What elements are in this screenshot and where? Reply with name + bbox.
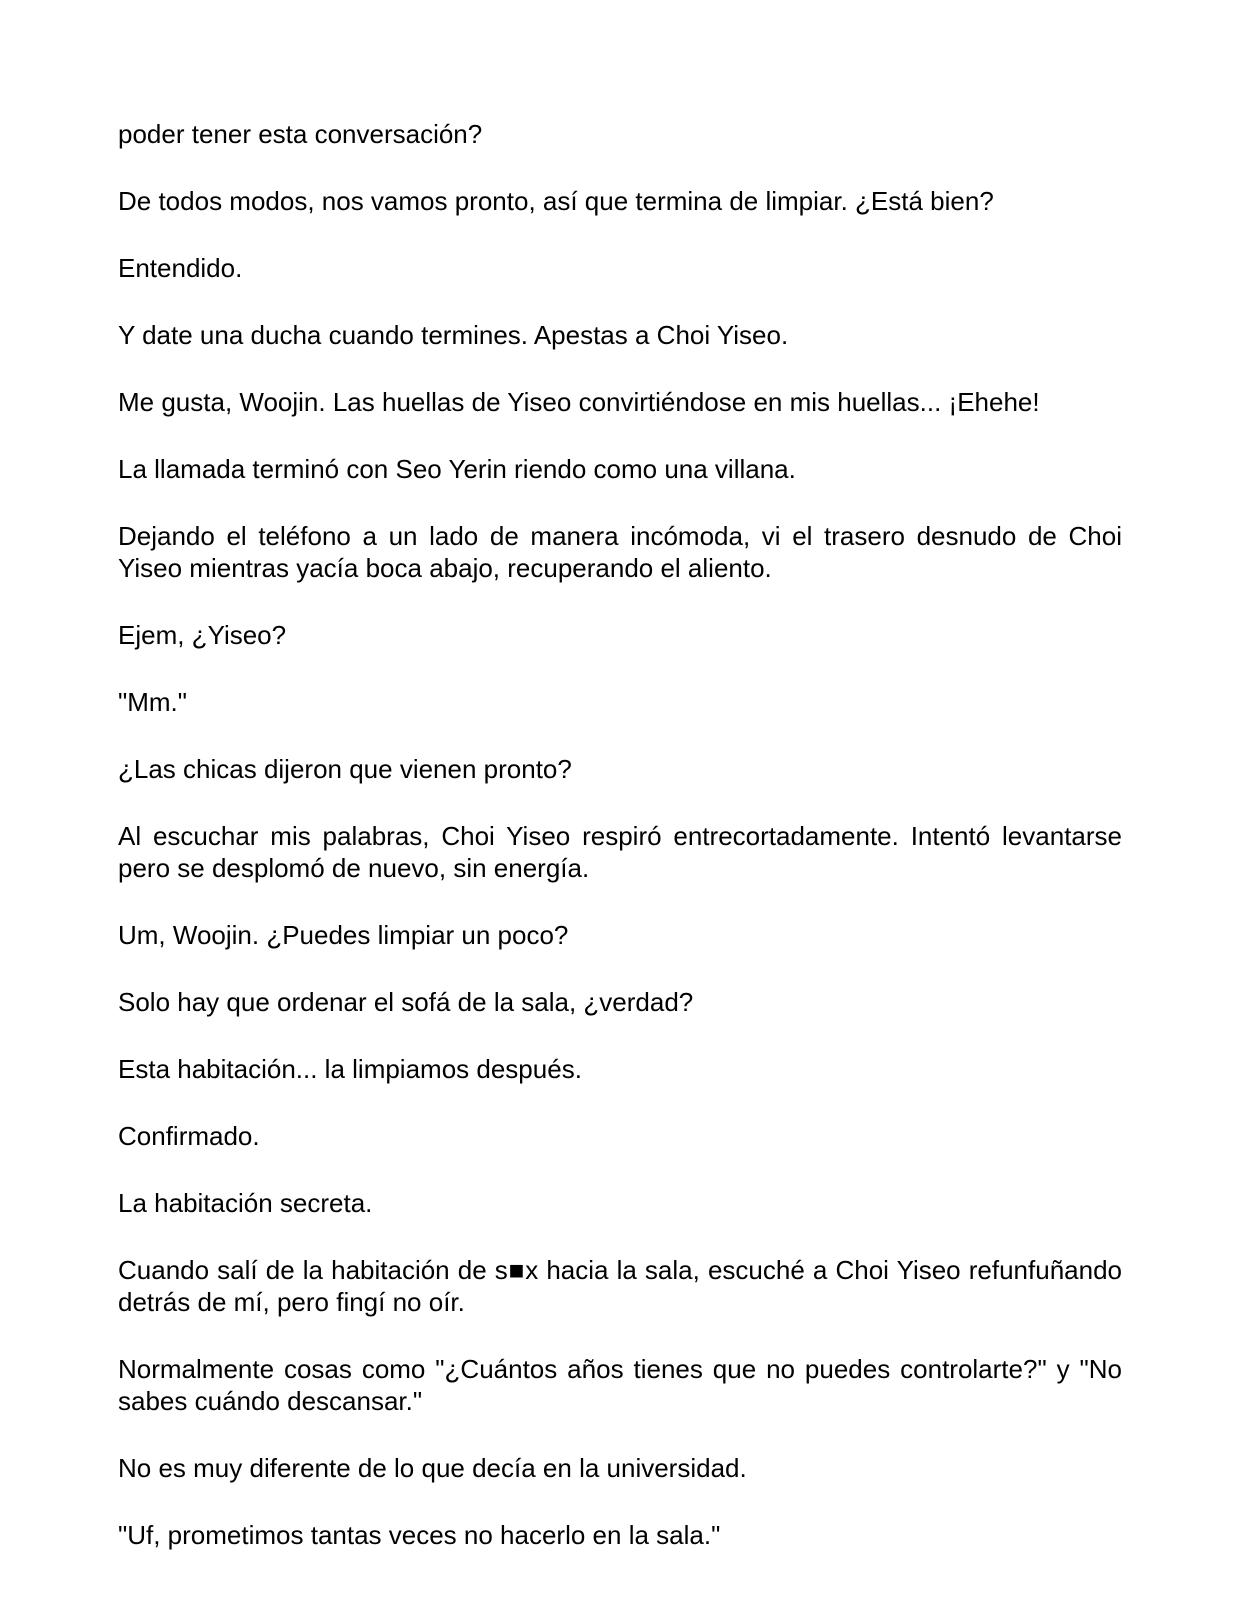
paragraph: La llamada terminó con Seo Yerin riendo como una villana. [118,454,796,484]
paragraph: Esta habitación... la limpiamos después. [118,1054,582,1084]
paragraph: Me gusta, Woojin. Las huellas de Yiseo convirtiéndose en mis huellas... ¡Ehehe! [118,387,1040,417]
paragraph: Um, Woojin. ¿Puedes limpiar un poco? [118,920,569,950]
paragraph: Y date una ducha cuando termines. Apestas a Choi Yiseo. [118,320,789,350]
paragraph: Normalmente cosas como "¿Cuántos años tienes que no puedes controlarte?" y "No sabes cuándo descansar." [118,1354,1122,1416]
paragraph: Solo hay que ordenar el sofá de la sala, ¿verdad? [118,987,694,1017]
paragraph: Dejando el teléfono a un lado de manera incómoda, vi el trasero desnudo de Choi Yiseo mientras yacía boca abajo, recuperando el aliento. [118,521,1122,583]
document-body [118,118,1122,1586]
paragraph: De todos modos, nos vamos pronto, así que termina de limpiar. ¿Está bien? [118,186,994,216]
paragraph: No es muy diferente de lo que decía en la universidad. [118,1453,747,1483]
paragraph: Entendido. [118,253,243,283]
paragraph: Ejem, ¿Yiseo? [118,620,287,650]
paragraph: Cuando salí de la habitación de s■x hacia la sala, escuché a Choi Yiseo refunfuñando detrás de mí, pero fingí no oír. [118,1255,1122,1317]
paragraph: Al escuchar mis palabras, Choi Yiseo respiró entrecortadamente. Intentó levantarse pero se desplomó de nuevo, sin energía. [118,821,1122,883]
paragraph: "Mm." [118,687,187,717]
paragraph: La habitación secreta. [118,1188,373,1218]
paragraph: ¿Las chicas dijeron que vienen pronto? [118,754,572,784]
paragraph: Confirmado. [118,1121,260,1151]
paragraph: "Uf, prometimos tantas veces no hacerlo en la sala." [118,1520,721,1550]
paragraph: poder tener esta conversación? [118,119,483,149]
